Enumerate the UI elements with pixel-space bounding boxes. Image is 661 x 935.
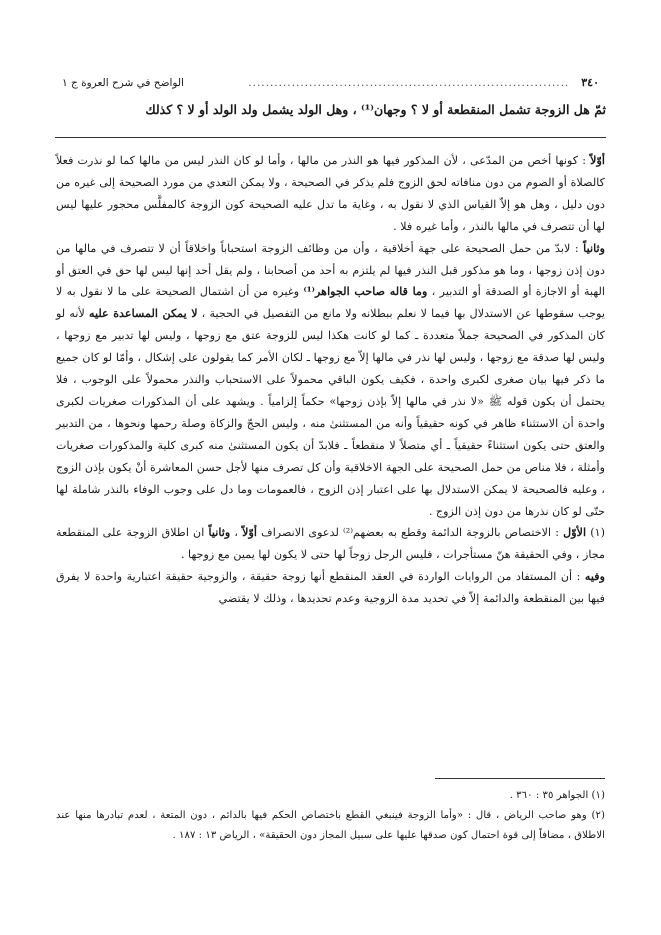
main-text	[56, 150, 605, 610]
paragraph-response	[56, 566, 605, 610]
emphasis-text: لا يمكن المساعدة عليه	[88, 306, 198, 321]
paragraph-label: وفيه	[584, 569, 605, 584]
book-title: الواضح في شرح العروة ج ١	[62, 77, 184, 89]
paragraph-first-objection	[56, 150, 605, 238]
footnote-1: (١) الجواهر ٣٥ : ٣٦٠ .	[509, 790, 605, 801]
page-number: ٣٤٠	[581, 76, 599, 89]
emphasis-text: أوّلاً	[242, 525, 257, 540]
paragraph-first-view	[56, 522, 605, 566]
paragraph-second-objection	[56, 238, 605, 523]
running-header	[62, 76, 599, 89]
paragraph-text: وغيره من أن اشتمال الصحيحة على ما لا نقول به لا يوجب سقوطها عن الاستدلال بها فيما لا نعلم ببطلانه ولا مانع من التفصيل في الحجية ،	[56, 285, 605, 321]
paragraph-text: : لابدّ من حمل الصحيحة على جهة أخلاقية ، وأن من وظائف الزوجة استحباباً واخلاقاً أن لا تتصرف في مالها من دون إذن زوجها ، وما هو مذكور قبل النذر فيها لم يلتزم به أحد من أصحابنا ، ولم يقل أحد إنها ليس لها حق في العتق أو الهبة أو الاجازة أو الصدقة أو التدبير ،	[56, 241, 605, 299]
paragraph-number: (١)	[590, 526, 605, 540]
paragraph-text: : كونها أخص من المدّعى ، لأن المذكور فيها هو النذر من مالها ، وأما لو كان النذر ليس من مالها كما لو نذرت فعلاً كالصلاة أو الصوم من دون منافاته لحق الزوج فلم يذكر في الصحيحة ، ولا يمكن التعدي من مورد الصحيحة إلى غيره من دون دليل ، وهل هو إلاّ القياس الذي لا نقول به ، وغاية ما تدل عليه الصحيحة كون الزوجة كالمفلَّس محجور عليها ليس لها أن تتصرف في مالها بالنذر ، وأما غيره فلا .	[56, 154, 605, 233]
paragraph-label: أوّلاً	[590, 153, 605, 167]
paragraph-label: وثانياً	[583, 240, 605, 255]
section-heading: ثمّ هل الزوجة تشمل المنقطعة أو لا ؟ وجهان⁽¹⁾ ، وهل الولد يشمل ولد الولد أو لا ؟ كذلك	[145, 102, 606, 117]
paragraph-text: : أن المستفاد من الروايات الواردة في العقد المنقطع أنها زوجة حقيقة ، والزوجية حقيقة اعتبارية واحدة لا يفرق فيها بين المنقطعة والدائمة إلاّ في تحديد مدة الزوجية وعدم تحديدها ، وذلك لا يقتضي	[56, 570, 605, 606]
paragraph-text: : الاختصاص بالزوجة الدائمة وقطع به بعضهم⁽²⁾ لدعوى الانصراف	[261, 526, 559, 540]
paragraph-text: ان اطلاق الزوجة على المنقطعة مجاز ، وفي الحقيقة هنّ مستأجرات ، فليس الرجل زوجاً لها حتى لا يكون لها يمين مع زوجها .	[56, 526, 605, 562]
footnote-rule	[435, 778, 605, 779]
emphasis-text: وثانياً	[208, 525, 231, 540]
emphasis-text: الأوّل	[563, 525, 587, 540]
paragraph-text: لأنه لو كان المذكور في الصحيحة جملاً متعددة ـ كما لو كانت هكذا ليس للزوجة عتق مع زوجها ، وليس لها تدبير مع زوجها ، وليس لها صدقة مع زوجها ، وليس لها نذر في مالها إلاّ مع زوجها ـ لكان الأمر كما يقولون على إشكال ، وأمّا لو كان جميع ما ذكر فيها بيان صغرى لكبرى واحدة ، فكيف يكون الباقي محمولاً على الاستحباب والنذر محمولاً على الوجوب ، فلا يحتمل أن يكون قوله ﷺ «لا نذر في مالها إلاّ بإذن زوجها» حكماً إلزامياً . ويشهد على أن المذكورات صغريات لكبرى واحدة أن الاستثناء ظاهر في كونه حقيقياً وأنه من المستثنىٰ منه ، وليس الحجّ والزكاة وصلة رحمها ونحوها ، من التدبير والعتق حتى يكون استثناءً حقيقياً ـ أي متصلاً لا منقطعاً ـ فلابدّ أن يكون المستثنىٰ منه كبرى كلية والمذكورات صغريات وأمثلة ، فلا مناص من حمل الصحيحة على الجهة الاخلاقية وأن كل تصرف منها لأجل حسن المعاشرة أنْ يكون بإذن الزوج ، وعليه فالصحيحة لا يمكن الاستدلال بها على اعتبار إذن الزوج ، فالعمومات وما دل على وجوب الوفاء بالنذر شاملة لها حتّى لو كان نذرها من دون إذن الزوج .	[56, 307, 605, 518]
footnotes	[56, 786, 605, 846]
heading-rule	[55, 137, 606, 138]
footnote-2: (٢) وهو صاحب الرياض ، قال : «وأما الزوجة فينبغي القطع باختصاص الحكم فيها بالدائم ، دون المتعة ، لعدم تبادرها منها عند الاطلاق ، مضافاً إلى قوة احتمال كون صدقها عليها على سبيل المجاز دون الحقيقة» ، الرياض ١٣ : ١٨٧ .	[56, 810, 605, 841]
paragraph-text: ،	[234, 526, 238, 540]
header-dot-leader: ..........................................................................	[248, 77, 570, 89]
emphasis-text: وما قاله صاحب الجواهر⁽¹⁾	[303, 284, 428, 299]
